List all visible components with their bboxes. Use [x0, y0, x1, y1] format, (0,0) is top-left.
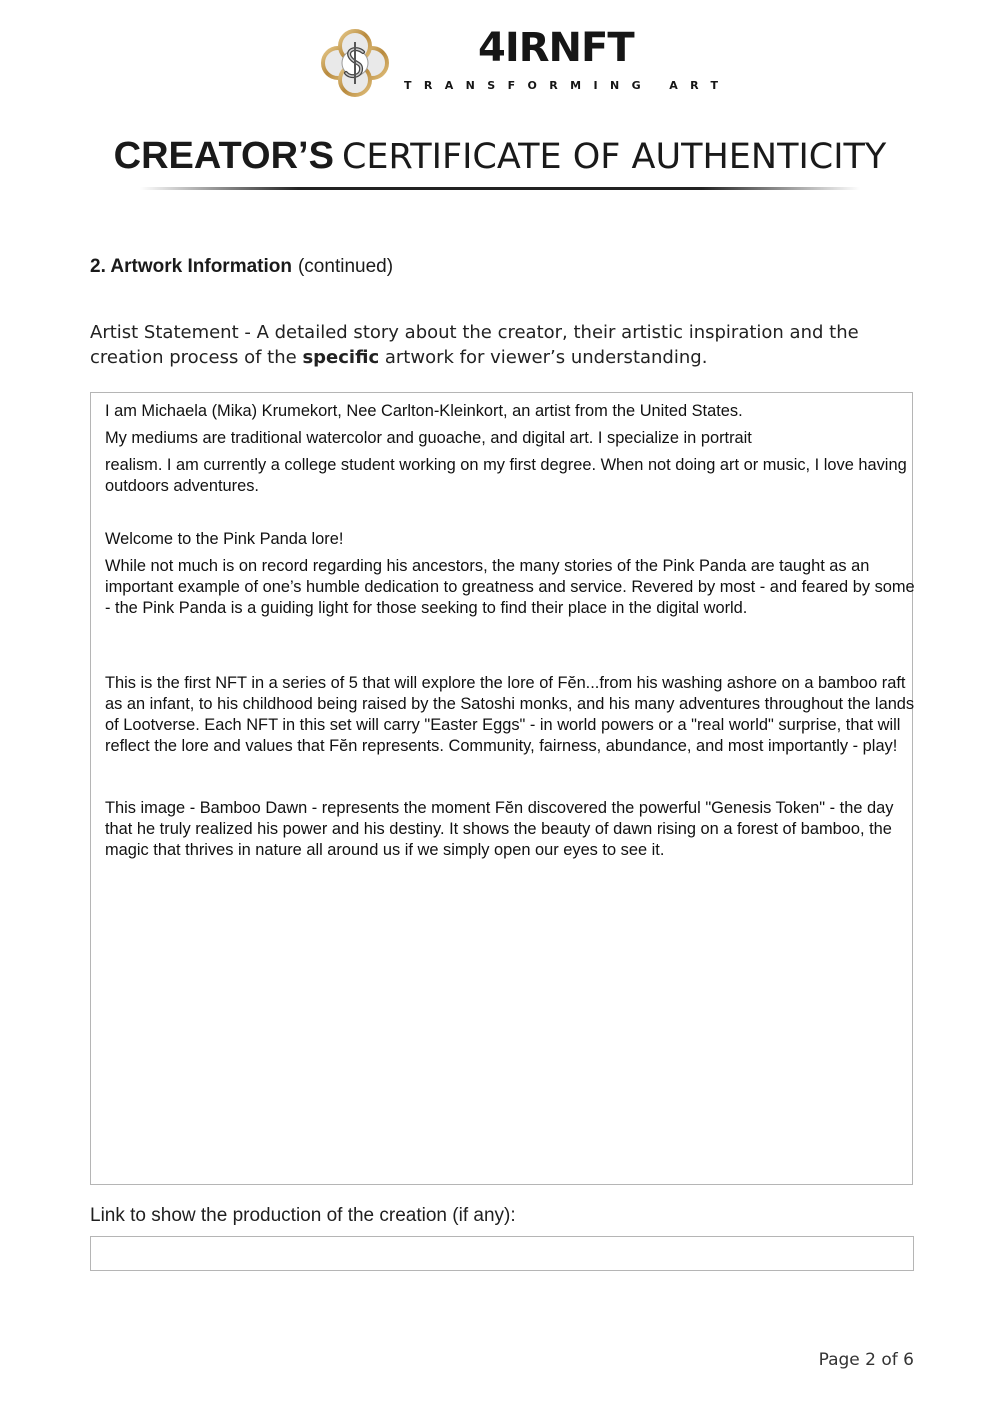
- section-heading: [90, 256, 393, 279]
- page-number: Page 2 of 6: [818, 1350, 914, 1370]
- production-link-label: Link to show the production of the creation (if any):: [90, 1205, 516, 1226]
- artist-statement-prompt: [90, 320, 910, 370]
- production-link-field[interactable]: [90, 1236, 914, 1271]
- artist-statement-field[interactable]: [90, 392, 913, 1185]
- statement-paragraph-mediums: My mediums are traditional watercolor and guoache, and digital art. I specialize in portrait: [105, 429, 752, 447]
- statement-paragraph-lore: While not much is on record regarding his ancestors, the many stories of the Pink Panda are taught as an important example of one’s humble dedication to greatness and service. Revered by most - and feared by some - the Pink Panda is a guiding light for those seeking to find their place in the digital world.: [105, 557, 915, 617]
- prompt-line2-post: artwork for viewer’s understanding.: [384, 347, 708, 368]
- statement-paragraph-welcome: Welcome to the Pink Panda lore!: [105, 530, 344, 548]
- artist-statement-prompt-line2: [90, 345, 910, 370]
- prompt-line2-pre: creation process of the: [90, 347, 297, 368]
- statement-paragraph-series: This is the first NFT in a series of 5 that will explore the lore of Fĕn...from his washing ashore on a bamboo raft as an infant, to his childhood being raised by the Satoshi monks, and his many adventures throughout the lands of Lootverse. Each NFT in this set will carry "Easter Eggs" - in world powers or a "real world" surprise, that will reflect the lore and values that Fĕn represents. Community, fairness, abundance, and most importantly - play!: [105, 674, 915, 755]
- certificate-title-rest: CERTIFICATE OF AUTHENTICITY: [341, 137, 887, 177]
- statement-paragraph-realism: realism. I am currently a college student working on my first degree. When not doing art or music, I love having outdoors adventures.: [105, 456, 907, 495]
- section-heading-title: 2. Artwork Information: [90, 256, 292, 277]
- statement-paragraph-bamboo-dawn: This image - Bamboo Dawn - represents the moment Fĕn discovered the powerful "Genesis Token" - the day that he truly realized his power and his destiny. It shows the beauty of dawn rising on a forest of bamboo, the magic that thrives in nature all around us if we simply open our eyes to see it.: [105, 799, 894, 859]
- statement-paragraph-intro: I am Michaela (Mika) Krumekort, Nee Carlton-Kleinkort, an artist from the United States.: [105, 402, 743, 420]
- brand-tagline: TRANSFORMING ART: [404, 79, 731, 92]
- title-divider: [140, 187, 860, 190]
- brand-emblem-icon: [316, 24, 394, 102]
- certificate-title-bold: CREATOR’S: [113, 135, 334, 177]
- brand-name: 4IRNFT: [478, 25, 634, 71]
- certificate-title: [0, 136, 1000, 178]
- section-heading-continued: (continued): [297, 256, 394, 277]
- prompt-line2-bold: specific: [302, 347, 380, 368]
- artist-statement-prompt-line1: Artist Statement - A detailed story about the creator, their artistic inspiration and the: [90, 322, 859, 343]
